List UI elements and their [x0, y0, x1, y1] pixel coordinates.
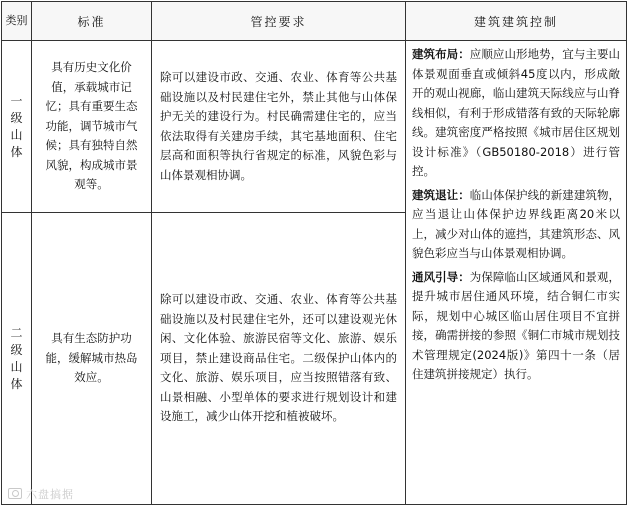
category-cell: [2, 41, 32, 213]
category-char: 一: [10, 93, 23, 108]
requirement-cell: 除可以建设市政、交通、农业、体育等公共基础设施以及村民建住宅外，还可以建设观光休闲、文化体验、旅游民宿等文化、旅游、娱乐项目，禁止建设商品住宅。二级保护山体内的文化、旅游、娱乐项目，应当按照错落有致、山景相融、小型单体的要求进行规划设计和建设施工，减少山体开挖和植被破坏。: [152, 213, 406, 505]
category-char: 二: [10, 325, 23, 340]
category-char: 级: [10, 110, 23, 125]
watermark: [8, 486, 74, 502]
control-item: [412, 45, 620, 182]
camera-icon: [8, 488, 22, 499]
category-char: 体: [10, 144, 23, 159]
control-item-text: 应顺应山形地势，宜与主要山体景观面垂直或倾斜45度以内，形成敞开的观山视廊，临山建筑天际线应与山脊线相似，有利于形成错落有致的天际轮廓线。建筑密度严格按照《城市居住区规划设计标准》（GB50180-2018）进行管控。: [412, 47, 621, 178]
watermark-text: 六盘搞据: [26, 488, 74, 501]
header-category: 类别: [2, 2, 32, 41]
control-item-title: 通风引导：: [412, 269, 470, 284]
control-item-title: 建筑布局：: [412, 47, 470, 61]
category-char: 山: [10, 359, 23, 374]
control-item-title: 建筑退让：: [412, 187, 470, 202]
control-item: [412, 186, 620, 264]
planning-table: [1, 1, 627, 505]
header-requirement: 管控要求: [152, 2, 406, 41]
control-item: [412, 268, 620, 385]
table-row: [2, 41, 627, 213]
category-cell: [2, 213, 32, 505]
category-char: 体: [10, 376, 23, 391]
standard-cell: 具有历史文化价值，承载城市记忆；具有重要生态功能，调节城市气候；具有独特自然风貌，构成城市景观等。: [32, 41, 152, 213]
category-char: 山: [10, 127, 23, 142]
header-row: [2, 2, 627, 41]
control-item-text: 临山体保护线的新建建筑物，应当退让山体保护边界线距离20米以上，减少对山体的遮挡，其建筑形态、风貌色彩应当与山体景观相协调。: [412, 187, 621, 260]
requirement-cell: 除可以建设市政、交通、农业、体育等公共基础设施以及村民建住宅外，禁止其他与山体保护无关的建设行为。村民确需建住宅的，应当依法取得有关建房手续，其宅基地面积、住宅层高和面积等执行省规定的标准，风貌色彩与山体景观相协调。: [152, 41, 406, 213]
header-control: 建筑建筑控制: [406, 2, 627, 41]
control-cell: [406, 41, 627, 505]
header-standard: 标准: [32, 2, 152, 41]
category-char: 级: [10, 342, 23, 357]
control-item-text: 为保障临山区域通风和景观，提升城市居住通风环境，结合铜仁市实际，规划中心城区临山居住项目不宜拼接，确需拼接的参照《铜仁市城市规划技术管理规定(2024版)》第四十一条（居住建筑拼接规定）执行。: [412, 269, 621, 381]
standard-cell: 具有生态防护功能，缓解城市热岛效应。: [32, 213, 152, 505]
